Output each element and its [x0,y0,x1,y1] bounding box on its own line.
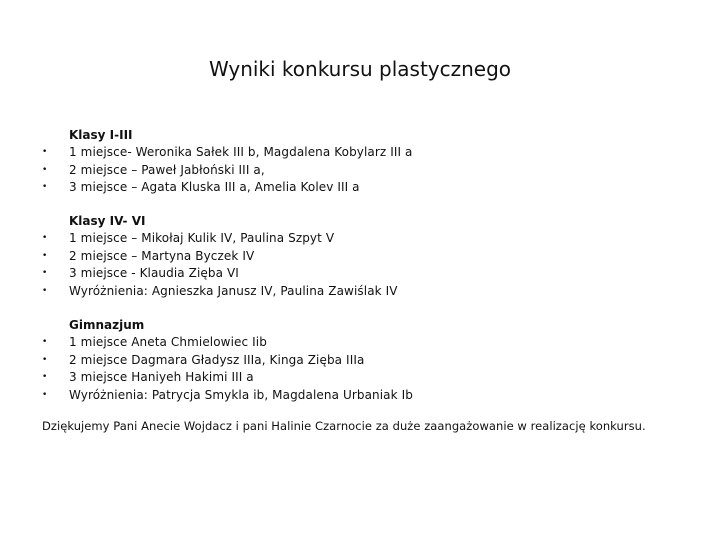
list-item-text: 1 miejsce Aneta Chmielowiec Iib [69,335,267,349]
page-title: Wyniki konkursu plastycznego [208,57,512,81]
thanks-note: Dziękujemy Pani Anecie Wojdacz i pani Halinie Czarnocie za duże zaangażowanie w realizację konkursu. [42,419,646,433]
list-item-text: 3 miejsce – Agata Kluska III a, Amelia Kolev III a [69,180,360,194]
list-item-text: 3 miejsce Haniyeh Hakimi III a [69,370,254,384]
list-item-text: 3 miejsce - Klaudia Zięba VI [69,266,239,280]
bullet-icon: • [42,250,48,261]
section-heading: Klasy IV- VI [69,214,146,228]
bullet-icon: • [42,389,48,400]
list-item-text: Wyróżnienia: Patrycja Smykla ib, Magdalena Urbaniak Ib [69,387,413,402]
list-item-text: Wyróżnienia: Agnieszka Janusz IV, Paulina Zawiślak IV [69,283,398,298]
bullet-icon: • [42,164,48,175]
list-item-text: 2 miejsce – Paweł Jabłoński III a, [69,162,265,177]
bullet-icon: • [42,354,48,365]
bullet-icon: • [42,147,48,157]
section-heading: Klasy I-III [69,128,133,142]
list-item-text: 2 miejsce – Martyna Byczek IV [69,248,255,263]
bullet-icon: • [42,233,48,243]
bullet-icon: • [42,182,48,192]
bullet-icon: • [42,372,48,382]
list-item-text: 2 miejsce Dagmara Gładysz IIIa, Kinga Zięba IIIa [69,352,365,367]
section-heading: Gimnazjum [69,318,145,332]
bullet-icon: • [42,268,48,278]
list-item-text: 1 miejsce- Weronika Sałek III b, Magdalena Kobylarz III a [69,145,413,159]
bullet-icon: • [42,285,48,296]
list-item-text: 1 miejsce – Mikołaj Kulik IV, Paulina Szpyt V [69,231,335,245]
bullet-icon: • [42,337,48,347]
